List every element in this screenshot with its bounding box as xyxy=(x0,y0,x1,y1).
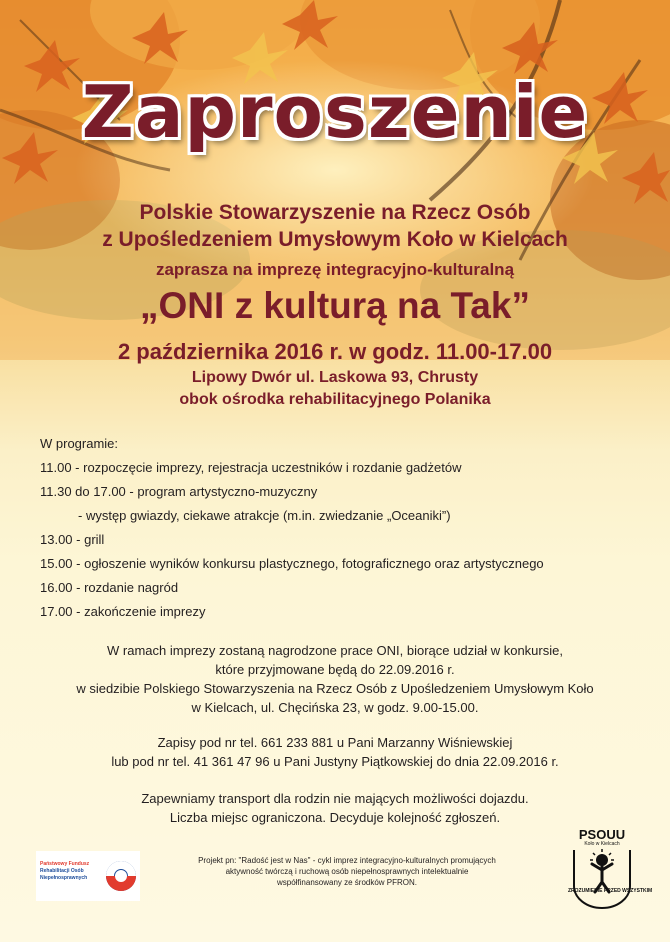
contest-line: które przyjmowane będą do 22.09.2016 r. xyxy=(215,662,455,677)
transport-line: Zapewniamy transport dla rodzin nie mających możliwości dojazdu. xyxy=(141,791,529,806)
program-item: 11.30 do 17.00 - program artystyczno-muzyczny xyxy=(40,484,318,499)
psouu-logo-motto: ZROZUMIENIE PRZED WSZYSTKIM xyxy=(568,888,653,894)
transport-line: Liczba miejsc ograniczona. Decyduje kolejność zgłoszeń. xyxy=(169,810,501,825)
project-note xyxy=(157,855,537,888)
psouu-logo-title: PSOUU xyxy=(578,827,626,842)
organizer-name-line-1: Polskie Stowarzyszenie na Rzecz Osób xyxy=(139,201,531,224)
psouu-logo-subtitle: Koło w Kielcach xyxy=(584,841,620,847)
pfron-logo-line: Rehabilitacji Osób xyxy=(40,868,84,874)
project-note-line: aktywność twórczą i ruchową osób niepełnosprawnych intelektualnie xyxy=(225,867,469,876)
project-note-line: Projekt pn: "Radość jest w Nas" - cykl imprez integracyjno-kulturalnych promujących xyxy=(198,856,496,865)
contest-line: w Kielcach, ul. Chęcińska 23, w godz. 9.00-15.00. xyxy=(191,700,479,715)
pfron-logo-line: Państwowy Fundusz xyxy=(40,861,90,867)
event-name: „ONI z kulturą na Tak” xyxy=(140,285,530,326)
project-note-line: współfinansowany ze środków PFRON. xyxy=(276,878,418,887)
registration-paragraph xyxy=(0,733,670,771)
program-item: 16.00 - rozdanie nagród xyxy=(40,580,179,595)
pfron-emblem-icon xyxy=(104,859,138,893)
contest-line: w siedzibie Polskiego Stowarzyszenia na Rzecz Osób z Upośledzeniem Umysłowym Koło xyxy=(76,681,594,696)
transport-paragraph xyxy=(0,789,670,827)
pfron-logo xyxy=(36,851,140,901)
invitation-text: zaprasza na imprezę integracyjno-kulturalną xyxy=(155,260,515,279)
contest-paragraph xyxy=(0,641,670,717)
program-item: - występ gwiazdy, ciekawe atrakcje (m.in. zwiedzanie „Oceaniki”) xyxy=(78,508,451,523)
pfron-logo-line: Niepełnosprawnych xyxy=(40,875,88,881)
registration-line: lub pod nr tel. 41 361 47 96 u Pani Justyny Piątkowskiej do dnia 22.09.2016 r. xyxy=(111,754,559,769)
registration-line: Zapisy pod nr tel. 661 233 881 u Pani Marzanny Wiśniewskiej xyxy=(157,735,513,750)
venue-line-2: obok ośrodka rehabilitacyjnego Polanika xyxy=(179,391,491,408)
program-heading: W programie: xyxy=(40,436,119,451)
program-item: 13.00 - grill xyxy=(40,532,105,547)
event-date: 2 października 2016 r. w godz. 11.00-17.00 xyxy=(117,339,553,364)
program-item: 11.00 - rozpoczęcie imprezy, rejestracja uczestników i rozdanie gadżetów xyxy=(40,460,462,475)
contest-line: W ramach imprezy zostaną nagrodzone prace ONI, biorące udział w konkursie, xyxy=(107,643,563,658)
organizer-name-line-2: z Upośledzeniem Umysłowym Koło w Kielcach xyxy=(102,228,568,251)
psouu-emblem-icon xyxy=(568,846,653,910)
venue-line-1: Lipowy Dwór ul. Laskowa 93, Chrusty xyxy=(191,369,479,386)
program-item: 15.00 - ogłoszenie wyników konkursu plastycznego, fotograficznego oraz artystycznego xyxy=(40,556,544,571)
poster-title: Zaproszenie xyxy=(81,70,589,154)
program-item: 17.00 - zakończenie imprezy xyxy=(40,604,206,619)
